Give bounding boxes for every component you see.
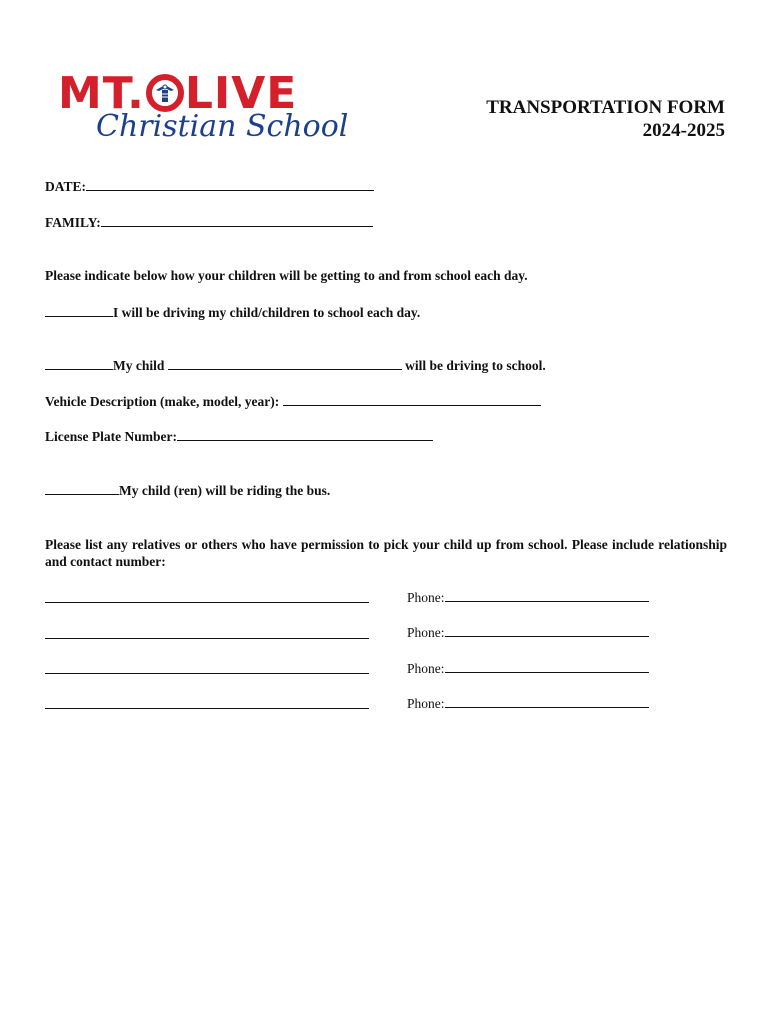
form-title: TRANSPORTATION FORM bbox=[486, 97, 725, 118]
phone-field-3[interactable] bbox=[407, 660, 649, 677]
plate-label: License Plate Number: bbox=[45, 429, 177, 444]
vehicle-blank[interactable] bbox=[283, 393, 541, 406]
relatives-instruction: Please list any relatives or others who have permission to pick your child up from school. Please include relationship and contact number: bbox=[45, 537, 727, 569]
relative-name-line-3[interactable] bbox=[45, 673, 369, 674]
child-driving-checkbox-blank[interactable] bbox=[45, 357, 113, 370]
relative-name-line-4[interactable] bbox=[45, 708, 369, 709]
phone-label-4: Phone: bbox=[407, 696, 445, 711]
phone-blank-2[interactable] bbox=[445, 624, 649, 637]
my-child-suffix: will be driving to school. bbox=[405, 358, 546, 373]
bus-text: My child (ren) will be riding the bus. bbox=[119, 483, 331, 498]
logo-mt-text: MT. bbox=[58, 68, 145, 119]
phone-label-1: Phone: bbox=[407, 590, 445, 605]
my-child-prefix: My child bbox=[113, 358, 165, 373]
vehicle-field[interactable] bbox=[45, 393, 541, 410]
school-logo bbox=[58, 68, 349, 144]
phone-label-3: Phone: bbox=[407, 661, 445, 676]
plate-field[interactable] bbox=[45, 428, 433, 445]
bus-option[interactable] bbox=[45, 482, 330, 499]
relative-name-line-1[interactable] bbox=[45, 602, 369, 603]
phone-field-2[interactable] bbox=[407, 624, 649, 641]
driving-option[interactable] bbox=[45, 304, 420, 321]
eagle-emblem-icon bbox=[146, 74, 184, 112]
logo-live-text: LIVE bbox=[184, 68, 298, 119]
phone-field-1[interactable] bbox=[407, 589, 649, 606]
family-label: FAMILY: bbox=[45, 215, 101, 230]
date-label: DATE: bbox=[45, 179, 87, 194]
child-driving-option[interactable] bbox=[45, 357, 546, 374]
phone-label-2: Phone: bbox=[407, 625, 445, 640]
phone-field-4[interactable] bbox=[407, 695, 649, 712]
date-blank[interactable] bbox=[86, 178, 374, 191]
relative-name-line-2[interactable] bbox=[45, 638, 369, 639]
family-blank[interactable] bbox=[101, 214, 373, 227]
bus-checkbox-blank[interactable] bbox=[45, 482, 119, 495]
child-name-blank[interactable] bbox=[168, 357, 402, 370]
phone-blank-3[interactable] bbox=[445, 660, 649, 673]
driving-checkbox-blank[interactable] bbox=[45, 304, 113, 317]
family-field[interactable] bbox=[45, 214, 373, 231]
instructions-text: Please indicate below how your children will be getting to and from school each day. bbox=[45, 268, 528, 283]
phone-blank-4[interactable] bbox=[445, 695, 649, 708]
logo-line2: Christian School bbox=[96, 109, 349, 144]
plate-blank[interactable] bbox=[177, 428, 433, 441]
form-title-block bbox=[420, 96, 725, 142]
phone-blank-1[interactable] bbox=[445, 589, 649, 602]
date-field[interactable] bbox=[45, 178, 374, 195]
vehicle-label: Vehicle Description (make, model, year): bbox=[45, 394, 280, 409]
driving-text: I will be driving my child/children to school each day. bbox=[113, 305, 421, 320]
form-year: 2024-2025 bbox=[642, 120, 725, 141]
